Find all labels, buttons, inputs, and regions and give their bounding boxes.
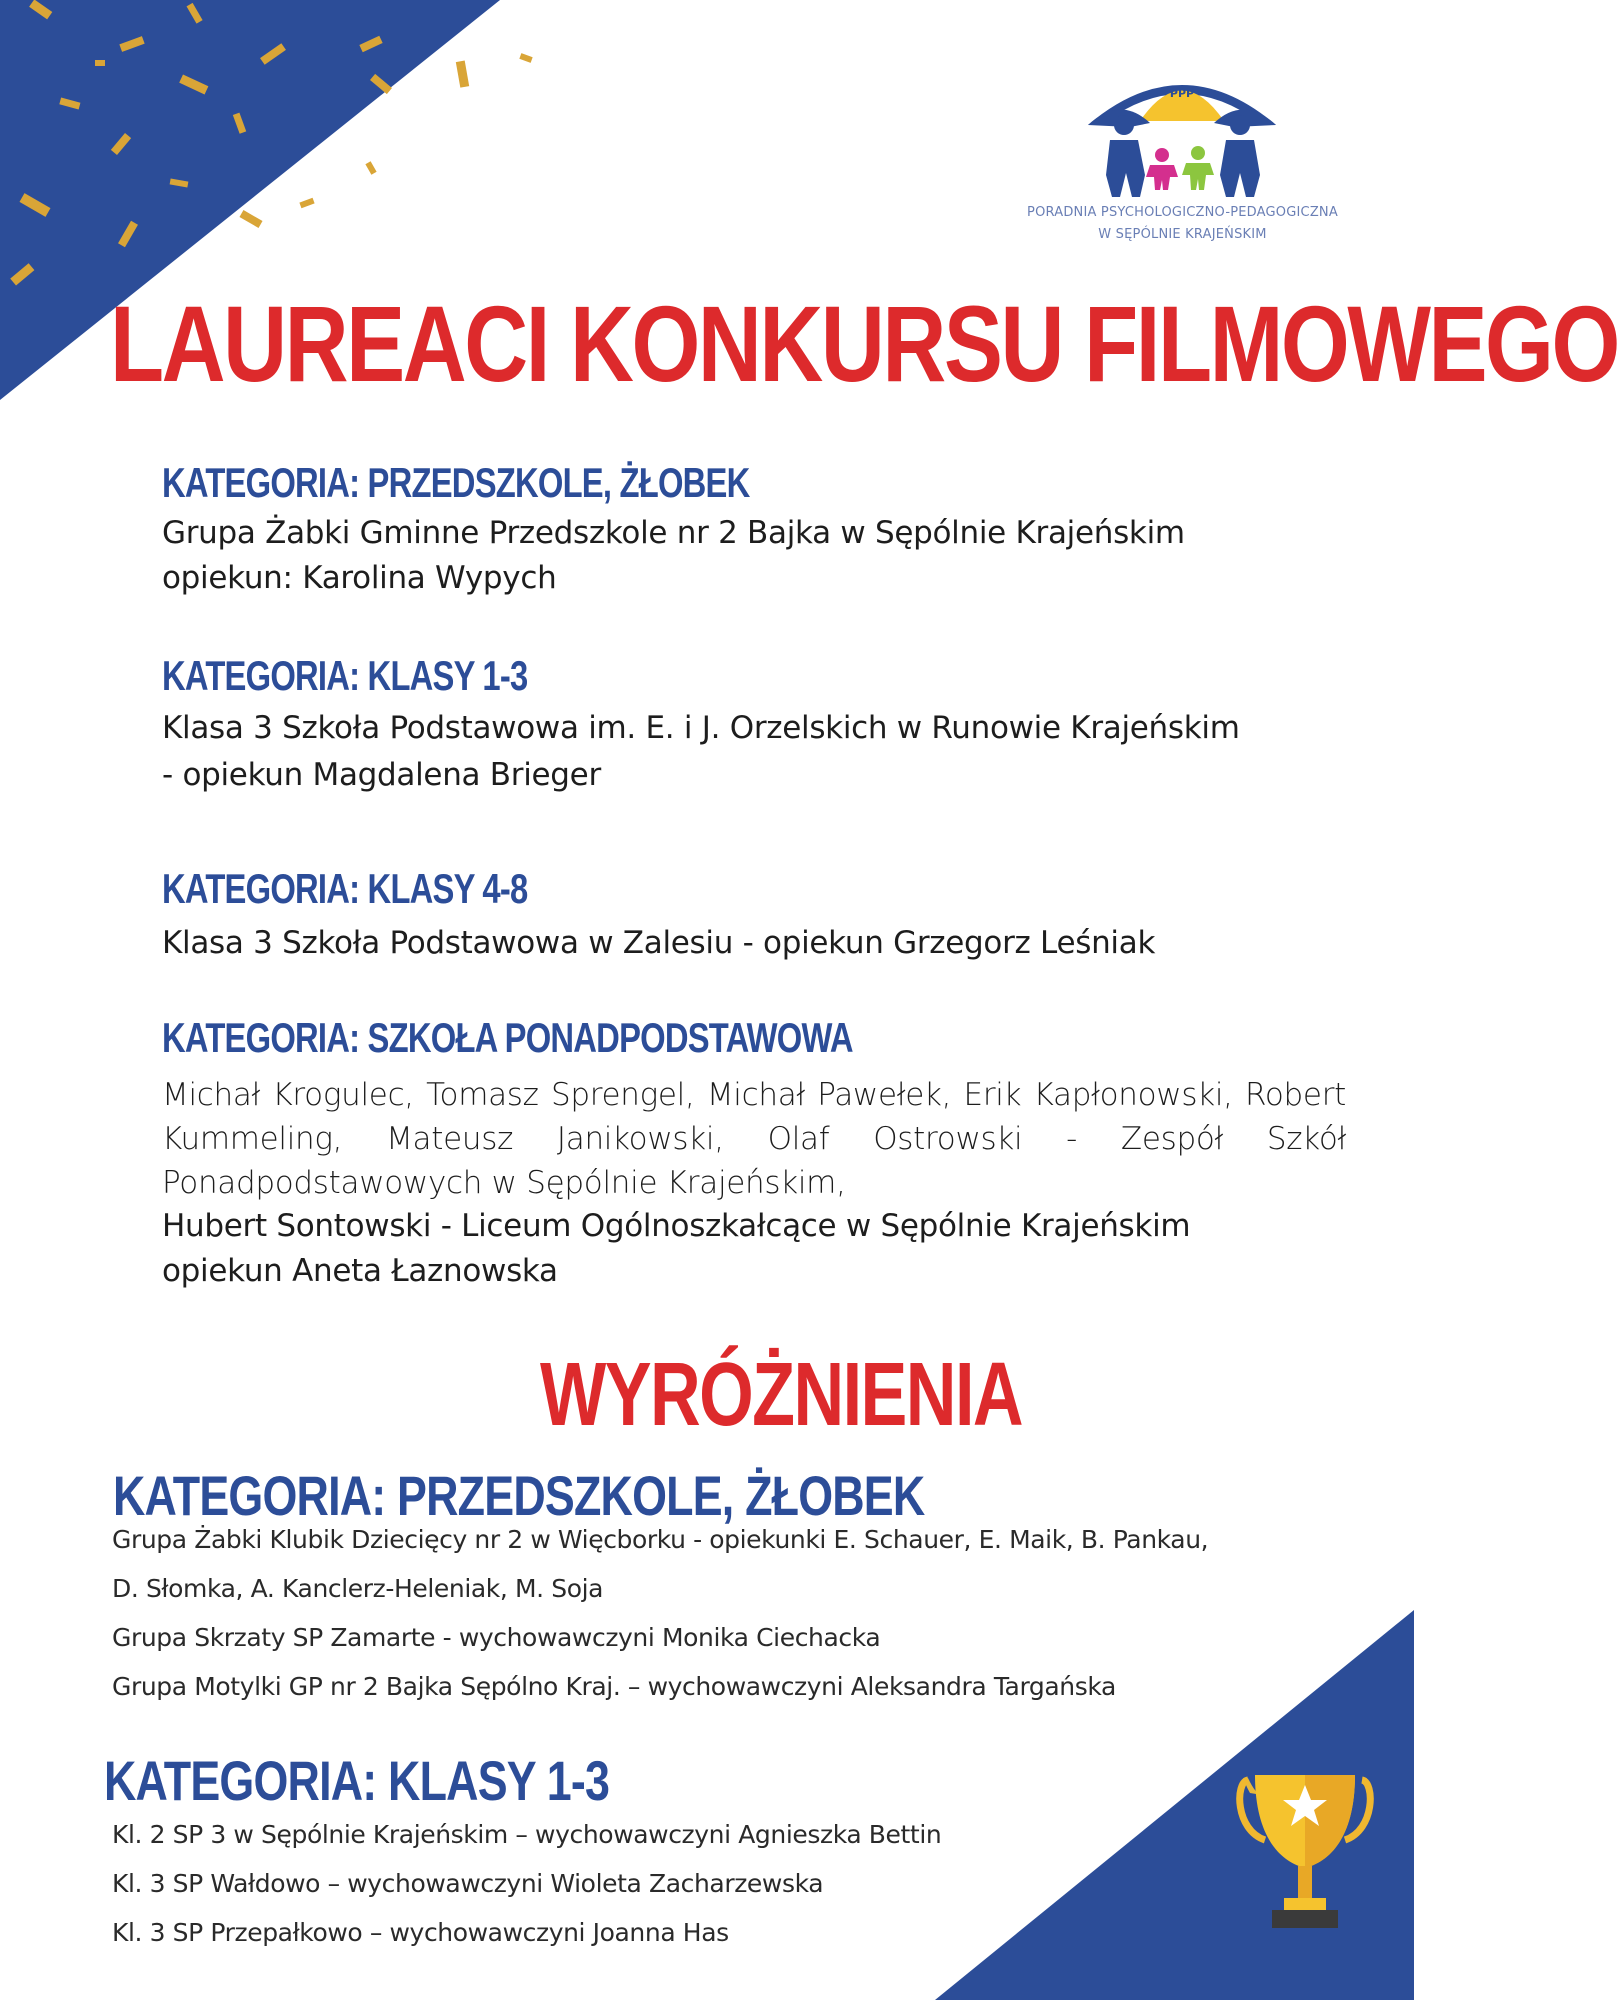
logo	[1000, 65, 1365, 255]
laureate-4-line-2: opiekun Aneta Łaznowska	[162, 1253, 558, 1289]
laureate-category-1: KATEGORIA: PRZEDSZKOLE, ŻŁOBEK	[162, 459, 750, 506]
laureate-4-paragraph: Michał Krogulec, Tomasz Sprengel, Michał Pawełek, Erik Kapłonowski, Robert Kummeling, Mateusz Janikowski, Olaf Ostrowski - Zespół Szkół Ponadpodstawowych w Sępólnie Krajeńskim,	[162, 1077, 1346, 1201]
distinctions-title: WYRÓŻNIENIA	[540, 1345, 1023, 1445]
distinction-1-line-3: Grupa Skrzaty SP Zamarte - wychowawczyni Monika Ciechacka	[112, 1623, 881, 1652]
laureate-category-3: KATEGORIA: KLASY 4-8	[162, 865, 528, 912]
laureate-2-line-1: Klasa 3 Szkoła Podstawowa im. E. i J. Orzelskich w Runowie Krajeńskim	[162, 710, 1240, 746]
distinction-1-line-2: D. Słomka, A. Kanclerz-Heleniak, M. Soja	[112, 1574, 604, 1603]
laureate-category-2: KATEGORIA: KLASY 1-3	[162, 652, 528, 699]
laureate-2-line-2: - opiekun Magdalena Brieger	[162, 757, 601, 793]
distinction-1-line-4: Grupa Motylki GP nr 2 Bajka Sępólno Kraj. – wychowawczyni Aleksandra Targańska	[112, 1672, 1116, 1701]
page-title: LAUREACI KONKURSU FILMOWEGO	[110, 283, 1618, 404]
distinction-2-line-2: Kl. 3 SP Wałdowo – wychowawczyni Wioleta Zacharzewska	[112, 1869, 824, 1898]
distinction-2-line-3: Kl. 3 SP Przepałkowo – wychowawczyni Joanna Has	[112, 1918, 729, 1947]
laureate-4-line-1: Hubert Sontowski - Liceum Ogólnoszkałcące w Sępólnie Krajeńskim	[162, 1208, 1191, 1244]
logo-badge: PPP	[1169, 87, 1195, 100]
logo-line2: W SĘPÓLNIE KRAJEŃSKIM	[1098, 227, 1267, 242]
distinction-category-2: KATEGORIA: KLASY 1-3	[104, 1749, 610, 1812]
distinction-category-1: KATEGORIA: PRZEDSZKOLE, ŻŁOBEK	[113, 1464, 925, 1527]
laureate-1-line-2: opiekun: Karolina Wypych	[162, 560, 557, 596]
logo-line1: PORADNIA PSYCHOLOGICZNO-PEDAGOGICZNA	[1027, 205, 1338, 220]
distinction-1-line-1: Grupa Żabki Klubik Dziecięcy nr 2 w Więcborku - opiekunki E. Schauer, E. Maik, B. Pankau,	[112, 1525, 1209, 1554]
laureate-1-line-1: Grupa Żabki Gminne Przedszkole nr 2 Bajka w Sępólnie Krajeńskim	[162, 515, 1185, 551]
distinction-2-line-1: Kl. 2 SP 3 w Sępólnie Krajeńskim – wychowawczyni Agnieszka Bettin	[112, 1820, 942, 1849]
laureate-category-4: KATEGORIA: SZKOŁA PONADPODSTAWOWA	[162, 1014, 853, 1061]
laureate-3-line-1: Klasa 3 Szkoła Podstawowa w Zalesiu - opiekun Grzegorz Leśniak	[162, 925, 1156, 961]
